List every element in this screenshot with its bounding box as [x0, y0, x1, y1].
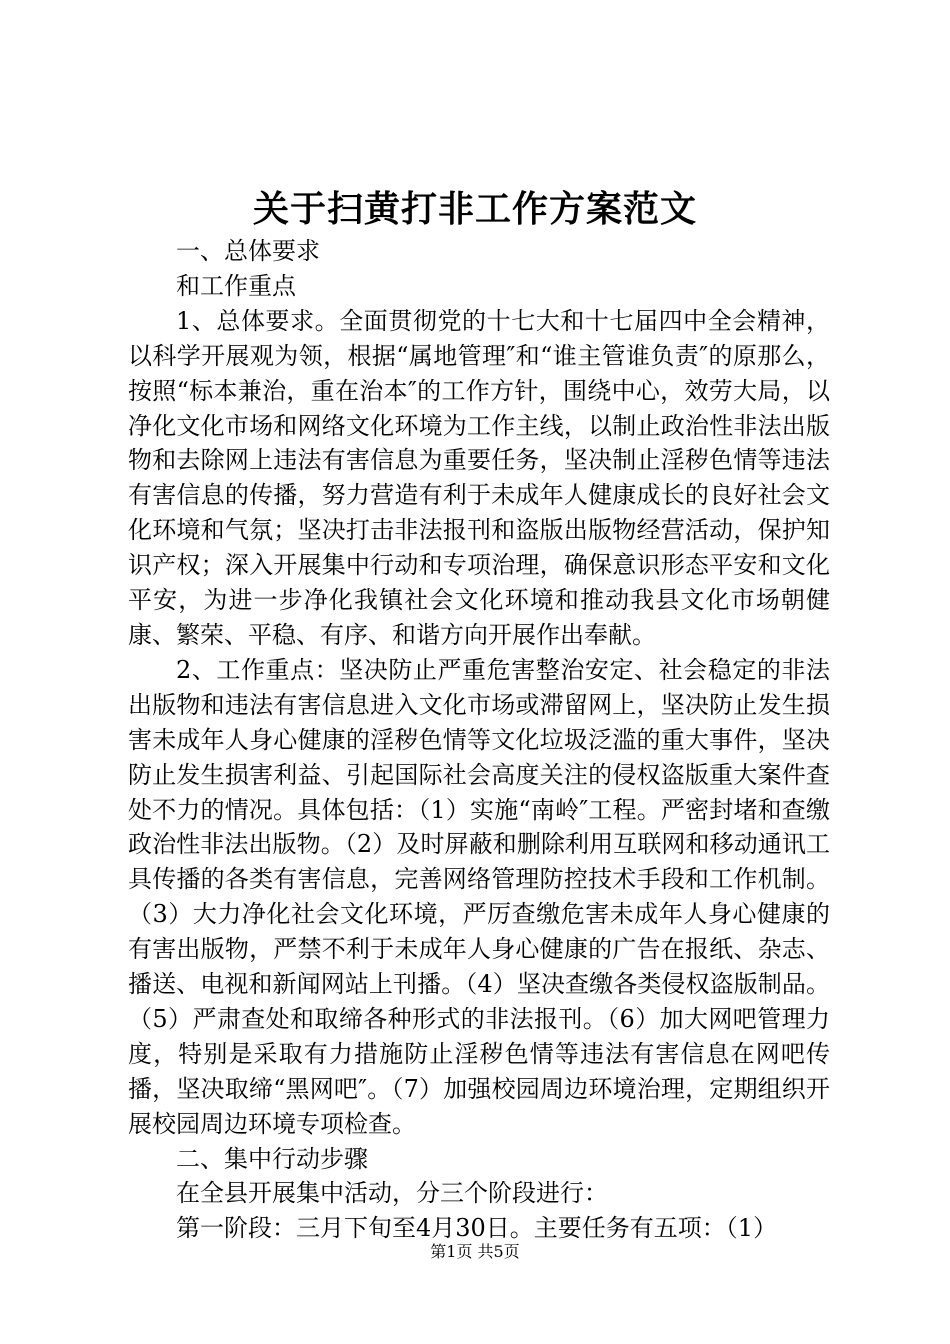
document-title: 关于扫黄打非工作方案范文: [252, 188, 697, 230]
paragraph-stages-intro: 在全县开展集中活动，分三个阶段进行：: [176, 1179, 608, 1208]
paragraph-work-focus: 2、工作重点：坚决防止严重危害整治安定、社会稳定的非法出版物和违法有害信息进入文化市场或滞留网上，坚决防止发生损害未成年人身心健康的淫秽色情等文化垃圾泛滥的重大事件，坚决防止发生损害利益、引起国际社会高度关注的侵权盗版重大案件查处不力的情况。具体包括：（1）实施“南岭″工程。严密封堵和查缴政治性非法出版物。（2）及时屏蔽和删除利用互联网和移动通讯工具传播的各类有害信息，完善网络管理防控技术手段和工作机制。（3）大力净化社会文化环境，严厉查缴危害未成年人身心健康的有害出版物，严禁不利于未成年人身心健康的广告在报纸、杂志、播送、电视和新闻网站上刊播。（4）坚决查缴各类侵权盗版制品。（5）严肃查处和取缔各种形式的非法报刊。（6）加大网吧管理力度，特别是采取有力措施防止淫秽色情等违法有害信息在网吧传播，坚决取缔“黑网吧″。（7）加强校园周边环境治理，定期组织开展校园周边环境专项检查。: [128, 655, 830, 1138]
paragraph-general-requirements: 1、总体要求。全面贯彻党的十七大和十七届四中全会精神，以科学开展观为领，根据“属地管理″和“谁主管谁负责″的原那么，按照“标本兼治，重在治本″的工作方针，围绕中心，效劳大局，以净化文化市场和网络文化环境为工作主线，以制止政治性非法出版物和去除网上违法有害信息为重要任务，坚决制止淫秽色情等违法有害信息的传播，努力营造有利于未成年人健康成长的良好社会文化环境和气氛；坚决打击非法报刊和盗版出版物经营活动，保护知识产权；深入开展集中行动和专项治理，确保意识形态平安和文化平安，为进一步净化我镇社会文化环境和推动我县文化市场朝健康、繁荣、平稳、有序、和谐方向开展作出奉献。: [128, 306, 830, 649]
document-body: [128, 234, 830, 1246]
page-footer: 第1页 共5页: [430, 1242, 520, 1261]
paragraph-stage-one: 第一阶段：三月下旬至4月30日。主要任务有五项：（1）: [176, 1214, 778, 1243]
section-heading-1: 一、总体要求: [176, 237, 320, 265]
section-heading-2: 二、集中行动步骤: [176, 1144, 368, 1173]
section-heading-1-continued: 和工作重点: [176, 271, 296, 300]
